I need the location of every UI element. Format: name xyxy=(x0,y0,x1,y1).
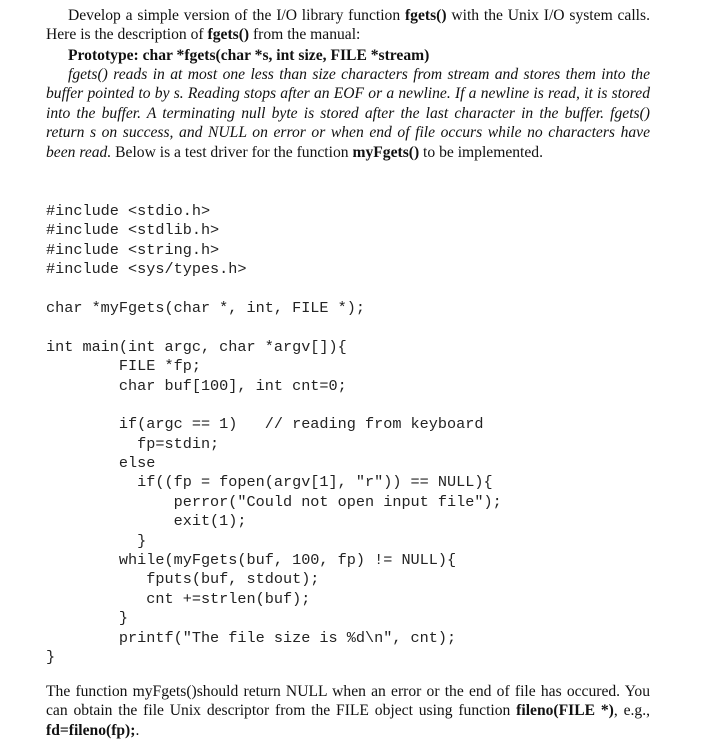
code-line: printf("The file size is %d\n", cnt); xyxy=(46,628,457,647)
code-line: fputs(buf, stdout); xyxy=(46,570,320,589)
code-line: perror("Could not open input file"); xyxy=(46,492,502,511)
intro-text-2: with the Unix I/O system calls. Here is the description of xyxy=(46,7,650,44)
code-line: #include <stdlib.h> xyxy=(46,221,220,240)
description-fn: myFgets() xyxy=(352,143,420,161)
closing-paragraph xyxy=(46,682,650,740)
closing-text-2: , e.g., xyxy=(613,702,650,720)
code-line: if(argc == 1) // reading from keyboard xyxy=(46,415,484,434)
code-line: FILE *fp; xyxy=(46,357,201,376)
code-line: #include <string.h> xyxy=(46,240,220,259)
description-paragraph xyxy=(46,65,650,162)
code-line: } xyxy=(46,609,129,628)
intro-text-3: from the manual: xyxy=(249,26,361,44)
description-tail-1: Below is a test driver for the function xyxy=(111,143,353,161)
closing-text-1: The function myFgets()should return NULL when an error or the end of file has occured. You can obtain the file Unix descriptor from the FILE object using function xyxy=(46,683,650,720)
code-line: else xyxy=(46,454,156,473)
code-line: char *myFgets(char *, int, FILE *); xyxy=(46,298,365,317)
code-line: char buf[100], int cnt=0; xyxy=(46,376,347,395)
code-line: #include <sys/types.h> xyxy=(46,260,247,279)
code-line: cnt +=strlen(buf); xyxy=(46,589,311,608)
code-line: int main(int argc, char *argv[]){ xyxy=(46,337,347,356)
description-tail-2: to be implemented. xyxy=(419,143,544,161)
intro-paragraph xyxy=(46,6,650,45)
intro-fn-1: fgets() xyxy=(404,7,447,24)
manual-description: fgets() reads in at most one less than size characters from stream and stores them into the buffer pointed to by s. Reading stops after an EOF or a newline. If a newline is read, it is stored into the buffer. A terminating null byte is stored after the last character in the buffer. fgets() return s on success, and NULL on error or when end of file occurs while no characters have been read. xyxy=(46,66,650,161)
code-line xyxy=(46,280,502,299)
prototype-line: Prototype: char *fgets(char *s, int size, FILE *stream) xyxy=(68,47,430,64)
closing-fn: fileno(FILE *) xyxy=(516,702,614,720)
closing-example: fd=fileno(fp); xyxy=(46,721,136,739)
intro-text-1: Develop a simple version of the I/O library function xyxy=(68,7,405,24)
code-line: #include <stdio.h> xyxy=(46,202,211,220)
code-line: } xyxy=(46,531,147,550)
code-line xyxy=(46,318,502,337)
code-line: exit(1); xyxy=(46,512,247,531)
code-line: fp=stdin; xyxy=(46,434,220,453)
code-line: } xyxy=(46,647,56,666)
code-listing xyxy=(46,202,502,667)
code-line: if((fp = fopen(argv[1], "r")) == NULL){ xyxy=(46,473,493,492)
code-line: while(myFgets(buf, 100, fp) != NULL){ xyxy=(46,551,457,570)
closing-text-3: . xyxy=(135,721,140,739)
intro-fn-2: fgets() xyxy=(207,26,250,44)
code-line xyxy=(46,396,502,415)
